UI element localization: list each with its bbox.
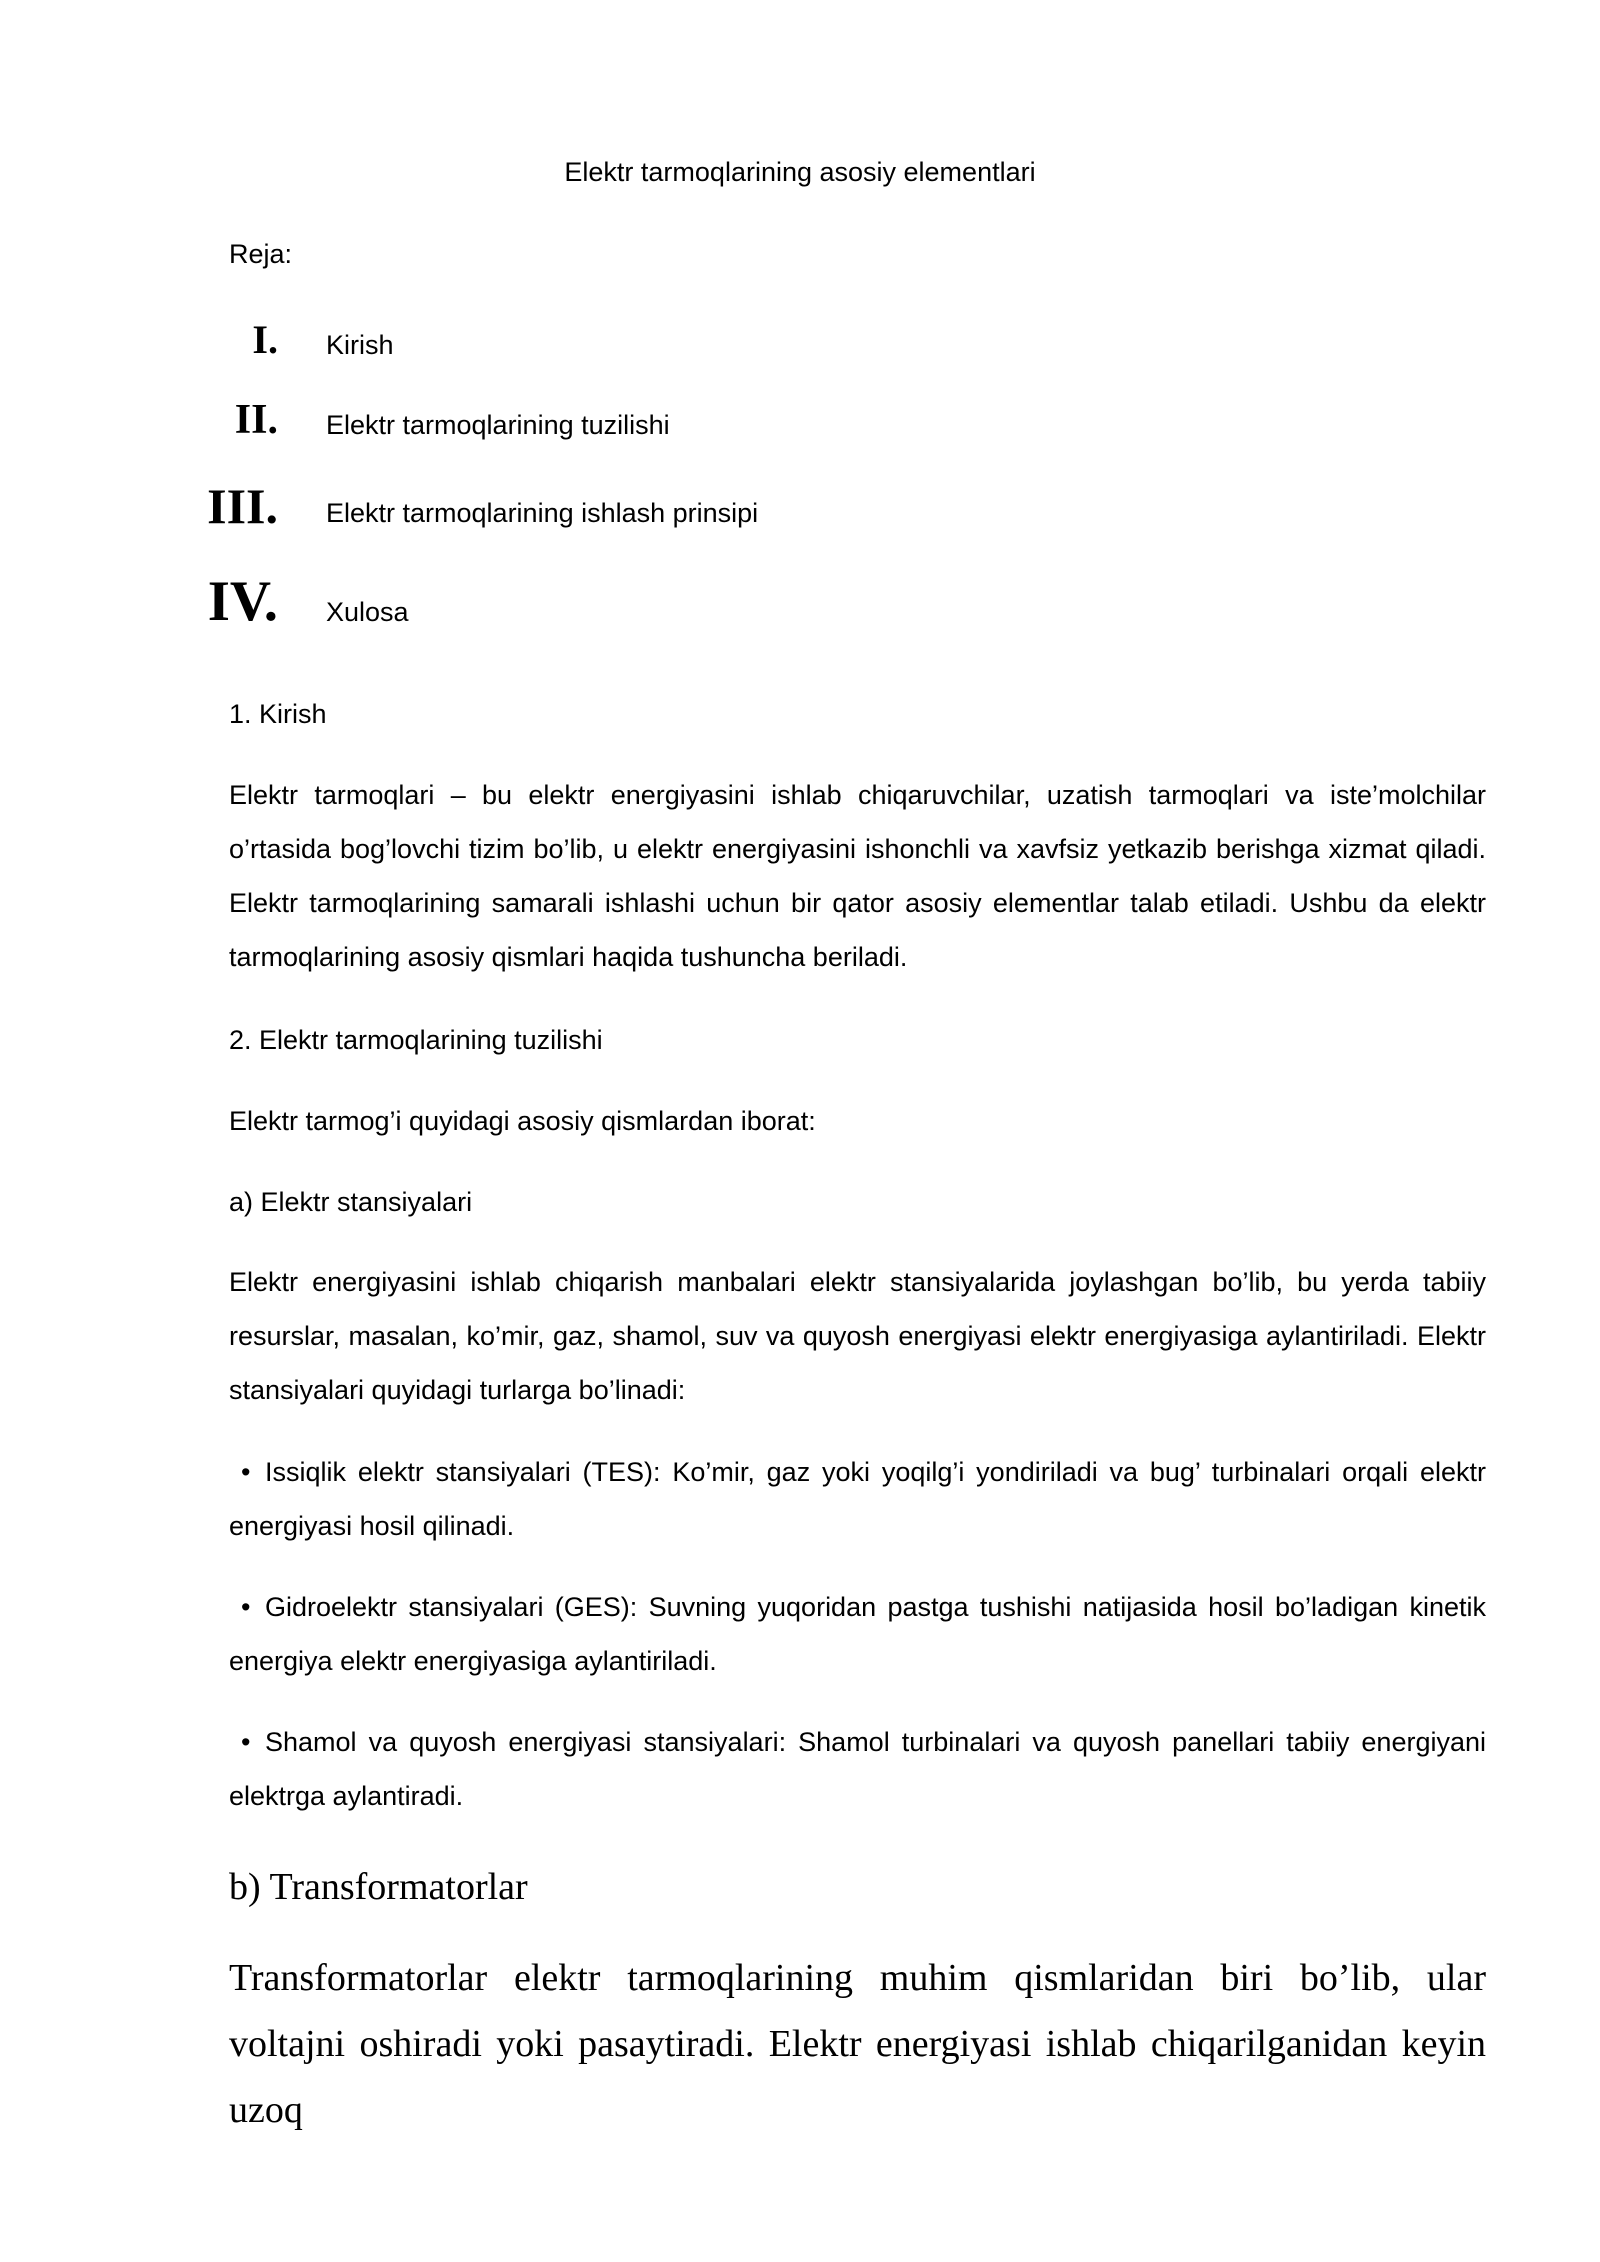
power-stations-paragraph: Elektr energiyasini ishlab chiqarish manbalari elektr stansiyalarida joylashgan bo’lib, bu yerda tabiiy resurslar, masalan, ko’mir, gaz, shamol, suv va quyosh energiyasi elektr energiyasiga aylantiriladi. Elektr stansiyalari quyidagi turlarga bo’linadi:	[229, 1267, 1486, 1405]
section-heading-kirish: 1. Kirish	[229, 699, 327, 729]
list-item-text: Gidroelektr stansiyalari (GES): Suvning yuqoridan pastga tushishi natijasida hosil bo’ladigan kinetik energiya elektr energiyasiga aylantiriladi.	[229, 1592, 1486, 1676]
list-item	[229, 1715, 1486, 1823]
toc-numeral: III.	[207, 478, 278, 534]
toc-label: Kirish	[326, 330, 394, 360]
toc-item	[0, 476, 1600, 536]
toc-numeral: IV.	[207, 570, 278, 633]
toc-label: Xulosa	[326, 597, 409, 627]
toc-label: Elektr tarmoqlarining tuzilishi	[326, 410, 670, 440]
list-item	[229, 1445, 1486, 1553]
list-item-text: Shamol va quyosh energiyasi stansiyalari: Shamol turbinalari va quyosh panellari tabiiy energiyani elektrga aylantiradi.	[229, 1727, 1486, 1811]
subheading-transformers: b) Transformatorlar	[229, 1866, 528, 1908]
subheading-power-stations: a) Elektr stansiyalari	[229, 1187, 473, 1217]
toc-label: Elektr tarmoqlarining ishlash prinsipi	[326, 498, 759, 528]
bullet-icon: •	[241, 1592, 251, 1622]
list-item-text: Issiqlik elektr stansiyalari (TES): Ko’mir, gaz yoki yoqilg’i yondiriladi va bug’ turbinalari orqali elektr energiyasi hosil qilinadi.	[229, 1457, 1486, 1541]
toc-numeral: II.	[234, 397, 278, 443]
structure-intro: Elektr tarmog’i quyidagi asosiy qismlardan iborat:	[229, 1106, 816, 1136]
bullet-icon: •	[241, 1727, 251, 1757]
transformers-paragraph: Transformatorlar elektr tarmoqlarining muhim qismlaridan biri bo’lib, ular voltajni oshiradi yoki pasaytiradi. Elektr energiyasi ishlab chiqarilganidan keyin uzoq	[229, 1957, 1486, 2131]
intro-paragraph: Elektr tarmoqlari – bu elektr energiyasini ishlab chiqaruvchilar, uzatish tarmoqlari va iste’molchilar o’rtasida bog’lovchi tizim bo’lib, u elektr energiyasini ishonchli va xavfsiz yetkazib berishga xizmat qiladi. Elektr tarmoqlarining samarali ishlashi uchun bir qator asosiy elementlar talab etiladi. Ushbu da elektr tarmoqlarining asosiy qismlari haqida tushuncha beriladi.	[229, 780, 1486, 972]
toc-item	[0, 570, 1600, 633]
document-title: Elektr tarmoqlarining asosiy elementlari	[564, 157, 1036, 187]
plan-label: Reja:	[229, 239, 293, 269]
section-heading-structure: 2. Elektr tarmoqlarining tuzilishi	[229, 1025, 603, 1055]
list-item	[229, 1580, 1486, 1688]
toc-numeral: I.	[252, 317, 278, 362]
bullet-icon: •	[241, 1457, 251, 1487]
toc-item	[0, 311, 1600, 371]
toc-item	[0, 391, 1600, 451]
